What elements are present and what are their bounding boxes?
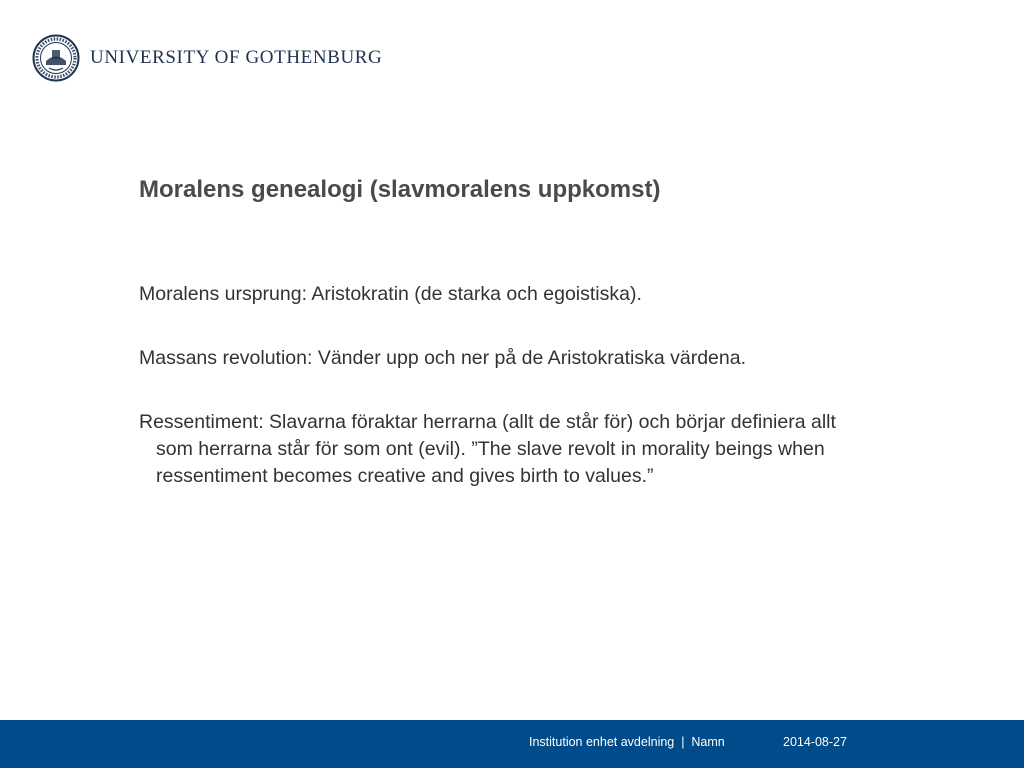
slide-title: Moralens genealogi (slavmoralens uppkomst): [139, 176, 661, 203]
footer-date: 2014-08-27: [783, 735, 847, 749]
university-logo: [32, 34, 382, 82]
footer-bar: [0, 720, 1024, 768]
paragraph-ursprung: Moralens ursprung: Aristokratin (de starka och egoistiska).: [139, 283, 642, 305]
paragraph-revolution: Massans revolution: Vänder upp och ner på de Aristokratiska värdena.: [139, 347, 747, 369]
paragraph-ressentiment: Ressentiment: Slavarna föraktar herrarna (allt de står för) och börjar definiera allt som herrarna står för som ont (evil). ”The slave revolt in morality beings when ressentiment becomes creative and gives birth to values.”: [139, 411, 836, 487]
slide-body: [139, 281, 859, 527]
university-seal-icon: [32, 34, 80, 82]
university-name: UNIVERSITY OF GOTHENBURG: [90, 47, 383, 68]
footer-institution: Institution enhet avdelning | Namn: [529, 735, 725, 749]
